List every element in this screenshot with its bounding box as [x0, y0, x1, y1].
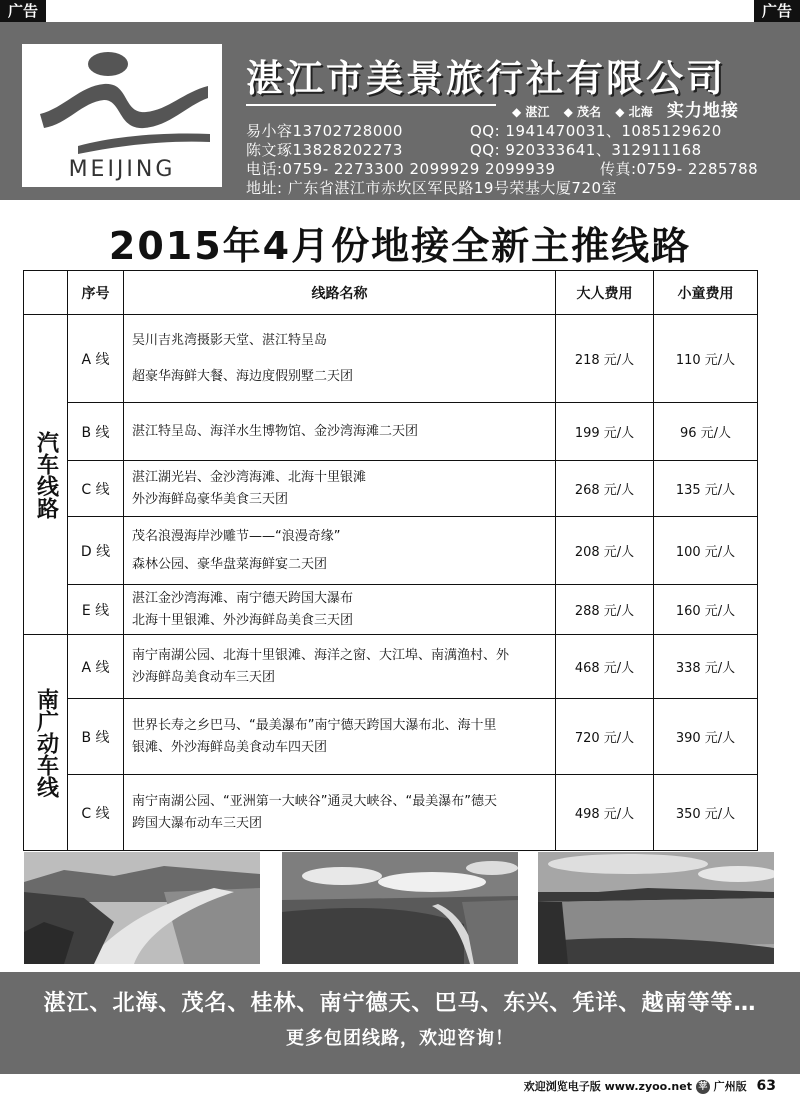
route-index: A 线: [68, 315, 124, 403]
route-name: 南宁南湖公园、北海十里银滩、海洋之窗、大江埠、南澫渔村、外 沙海鲜岛美食动车三天团: [124, 635, 556, 699]
adult-price: 208 元/人: [556, 517, 654, 585]
logo-text: MEIJING: [68, 157, 176, 182]
service-regions: [512, 96, 739, 121]
company-header: [0, 22, 800, 218]
route-index: C 线: [68, 775, 124, 851]
page-footer: [524, 1078, 776, 1094]
child-price: 160 元/人: [654, 585, 758, 635]
table-header-row: [24, 271, 758, 315]
adult-price: 498 元/人: [556, 775, 654, 851]
adult-price: 218 元/人: [556, 315, 654, 403]
child-price: 96 元/人: [654, 403, 758, 461]
table-row: [24, 517, 758, 585]
scenery-photos: [0, 852, 800, 964]
fax: 传真:0759- 2285788: [600, 160, 759, 178]
table-row: [24, 699, 758, 775]
route-name: 南宁南湖公园、“亚洲第一大峡谷”通灵大峡谷、“最美瀑布”德天 跨国大瀑布动车三天团: [124, 775, 556, 851]
slogan: 实力地接: [666, 101, 739, 121]
header-adult-price: 大人费用: [556, 271, 654, 315]
category-bus-routes: [24, 315, 68, 635]
child-price: 135 元/人: [654, 461, 758, 517]
header-index: 序号: [68, 271, 124, 315]
table-row: [24, 461, 758, 517]
edition-badge-icon: 苹: [696, 1080, 710, 1094]
adult-price: 288 元/人: [556, 585, 654, 635]
coast-photo-1: [24, 852, 260, 964]
contact-2: 陈文琢13828202273: [246, 141, 403, 159]
coast-photo-3: [538, 852, 774, 964]
consultation-note: 更多包团线路，欢迎咨询！: [286, 1028, 514, 1049]
route-name: 茂名浪漫海岸沙雕节——“浪漫奇缘” 森林公园、豪华盘菜海鲜宴二天团: [124, 517, 556, 585]
adult-price: 268 元/人: [556, 461, 654, 517]
coast-photo-2: [282, 852, 518, 964]
category-label: 汽车线路: [33, 430, 59, 519]
page-title: 2015年4月份地接全新主推线路: [108, 224, 692, 268]
page-number: 63: [756, 1078, 776, 1094]
category-label: 南广动车线: [33, 687, 59, 798]
adult-price: 468 元/人: [556, 635, 654, 699]
region-maoming: ◆ 茂名: [563, 105, 602, 119]
routes-table: [23, 270, 758, 851]
destinations-list: 湛江、北海、茂名、桂林、南宁德天、巴马、东兴、凭详、越南等等…: [43, 991, 757, 1016]
route-name: 湛江金沙湾海滩、南宁德天跨国大瀑布 北海十里银滩、外沙海鲜岛美食三天团: [124, 585, 556, 635]
region-beihai: ◆ 北海: [615, 105, 653, 119]
route-index: D 线: [68, 517, 124, 585]
route-name: 吴川吉兆湾摄影天堂、湛江特呈岛 超豪华海鲜大餐、海边度假别墅二天团: [124, 315, 556, 403]
company-logo: [22, 44, 222, 187]
child-price: 100 元/人: [654, 517, 758, 585]
license-number: 许可证号：L-GD00957: [22, 200, 196, 218]
table-row: [24, 403, 758, 461]
route-index: B 线: [68, 403, 124, 461]
route-index: C 线: [68, 461, 124, 517]
route-name: 世界长寿之乡巴马、“最美瀑布”南宁德天跨国大瀑布北、海十里 银滩、外沙海鲜岛美食动车四天团: [124, 699, 556, 775]
ad-tag-left: 广告: [0, 0, 46, 22]
adult-price: 199 元/人: [556, 403, 654, 461]
route-index: A 线: [68, 635, 124, 699]
child-price: 110 元/人: [654, 315, 758, 403]
ad-tag-right: 广告: [754, 0, 800, 22]
adult-price: 720 元/人: [556, 699, 654, 775]
child-price: 390 元/人: [654, 699, 758, 775]
child-price: 338 元/人: [654, 635, 758, 699]
edition-label: 广州版: [713, 1080, 747, 1093]
header-divider: [246, 104, 496, 106]
route-index: B 线: [68, 699, 124, 775]
category-train-routes: [24, 635, 68, 851]
region-zhanjiang: ◆ 湛江: [512, 105, 550, 119]
header-child-price: 小童费用: [654, 271, 758, 315]
qq-2: QQ: 920333641、312911168: [470, 141, 702, 159]
table-row: [24, 775, 758, 851]
table-row: [24, 585, 758, 635]
child-price: 350 元/人: [654, 775, 758, 851]
route-name: 湛江特呈岛、海洋水生博物馆、金沙湾海滩二天团: [124, 403, 556, 461]
route-index: E 线: [68, 585, 124, 635]
table-row: [24, 315, 758, 403]
phone: 电话:0759- 2273300 2099929 2099939: [246, 160, 556, 178]
website-text: 欢迎浏览电子版 www.zyoo.net: [523, 1080, 692, 1093]
contact-1: 易小容13702728000: [246, 122, 403, 140]
route-name: 湛江湖光岩、金沙湾海滩、北海十里银滩 外沙海鲜岛豪华美食三天团: [124, 461, 556, 517]
address: 地址: 广东省湛江市赤坎区军民路19号荣基大厦720室: [246, 179, 618, 197]
qq-1: QQ: 1941470031、1085129620: [470, 122, 722, 140]
logo-swoosh-icon: [34, 50, 210, 156]
company-name: 湛江市美景旅行社有限公司: [246, 57, 726, 100]
table-row: [24, 635, 758, 699]
promo-footer: [0, 972, 800, 1074]
header-route-name: 线路名称: [124, 271, 556, 315]
